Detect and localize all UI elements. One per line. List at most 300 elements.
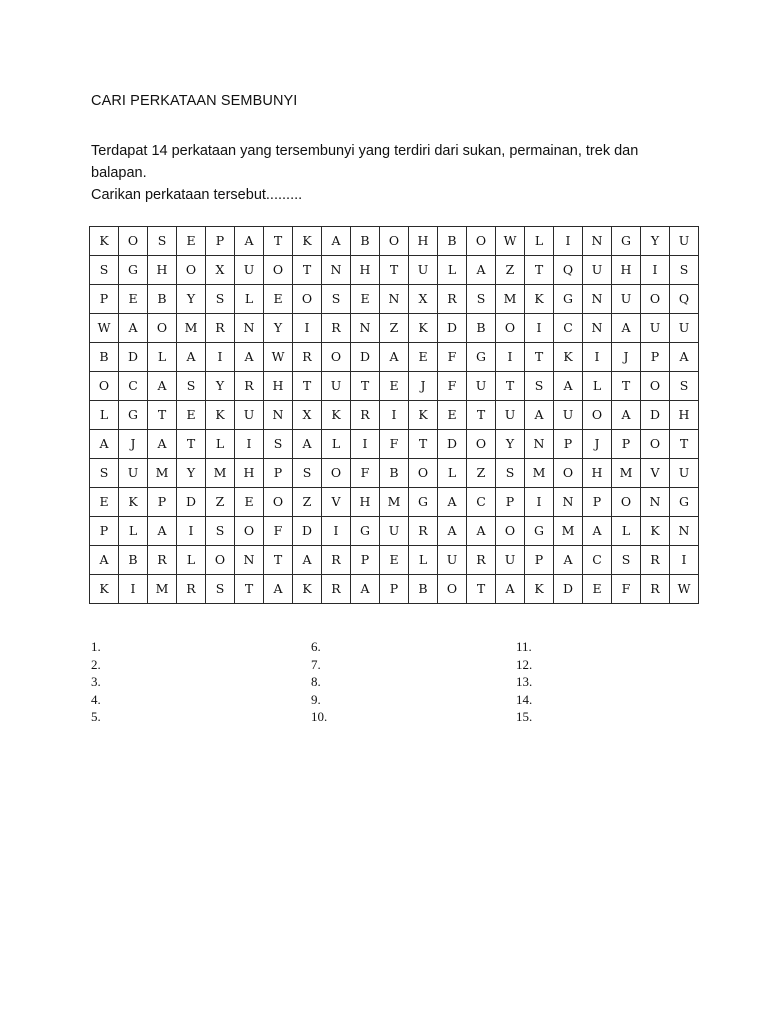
grid-cell[interactable]: G bbox=[554, 285, 583, 314]
grid-cell[interactable]: M bbox=[177, 314, 206, 343]
grid-cell[interactable]: A bbox=[90, 430, 119, 459]
answer-line-number: 6. bbox=[311, 639, 321, 654]
grid-cell[interactable]: L bbox=[235, 285, 264, 314]
grid-cell[interactable]: H bbox=[409, 227, 438, 256]
grid-cell[interactable]: N bbox=[583, 227, 612, 256]
grid-cell[interactable]: L bbox=[612, 517, 641, 546]
grid-row bbox=[90, 227, 699, 256]
grid-cell[interactable]: B bbox=[438, 227, 467, 256]
grid-cell[interactable]: N bbox=[670, 517, 699, 546]
grid-cell[interactable]: Y bbox=[264, 314, 293, 343]
grid-cell[interactable]: U bbox=[670, 314, 699, 343]
instructions-line-1: Terdapat 14 perkataan yang tersembunyi yang terdiri dari sukan, permainan, trek dan balapan. bbox=[91, 143, 639, 181]
grid-cell[interactable]: P bbox=[641, 343, 670, 372]
grid-cell[interactable]: H bbox=[583, 459, 612, 488]
grid-cell[interactable]: A bbox=[438, 517, 467, 546]
grid-cell[interactable]: D bbox=[641, 401, 670, 430]
grid-cell[interactable]: Q bbox=[670, 285, 699, 314]
grid-cell[interactable]: R bbox=[351, 401, 380, 430]
grid-cell[interactable]: S bbox=[90, 459, 119, 488]
grid-cell[interactable]: I bbox=[119, 575, 148, 604]
grid-cell[interactable]: K bbox=[525, 575, 554, 604]
grid-cell[interactable]: V bbox=[641, 459, 670, 488]
grid-cell[interactable]: N bbox=[583, 285, 612, 314]
grid-cell[interactable]: D bbox=[554, 575, 583, 604]
grid-cell[interactable]: S bbox=[90, 256, 119, 285]
grid-cell[interactable]: U bbox=[235, 256, 264, 285]
answer-line-number: 9. bbox=[311, 691, 321, 707]
grid-cell[interactable]: J bbox=[409, 372, 438, 401]
grid-row bbox=[90, 372, 699, 401]
grid-cell[interactable]: A bbox=[380, 343, 409, 372]
grid-cell[interactable]: X bbox=[293, 401, 322, 430]
grid-cell[interactable]: O bbox=[235, 517, 264, 546]
grid-cell[interactable]: P bbox=[90, 517, 119, 546]
grid-cell[interactable]: L bbox=[409, 546, 438, 575]
grid-cell[interactable]: O bbox=[583, 401, 612, 430]
grid-cell[interactable]: S bbox=[467, 285, 496, 314]
grid-cell[interactable]: D bbox=[351, 343, 380, 372]
grid-cell[interactable]: J bbox=[612, 343, 641, 372]
grid-cell[interactable]: R bbox=[235, 372, 264, 401]
grid-row bbox=[90, 343, 699, 372]
grid-cell[interactable]: P bbox=[554, 430, 583, 459]
answer-line-number: 4. bbox=[91, 691, 101, 707]
grid-cell[interactable]: H bbox=[351, 488, 380, 517]
grid-cell[interactable]: Z bbox=[380, 314, 409, 343]
grid-cell[interactable]: E bbox=[409, 343, 438, 372]
grid-cell[interactable]: I bbox=[554, 227, 583, 256]
grid-cell[interactable]: I bbox=[583, 343, 612, 372]
grid-cell[interactable]: U bbox=[583, 256, 612, 285]
grid-cell[interactable]: E bbox=[264, 285, 293, 314]
grid-cell[interactable]: O bbox=[322, 459, 351, 488]
grid-cell[interactable]: A bbox=[554, 372, 583, 401]
grid-cell[interactable]: R bbox=[409, 517, 438, 546]
grid-cell[interactable]: U bbox=[670, 227, 699, 256]
grid-cell[interactable]: H bbox=[235, 459, 264, 488]
grid-cell[interactable]: S bbox=[496, 459, 525, 488]
grid-cell[interactable]: Y bbox=[177, 285, 206, 314]
grid-cell[interactable]: L bbox=[438, 459, 467, 488]
grid-cell[interactable]: U bbox=[322, 372, 351, 401]
grid-cell[interactable]: T bbox=[467, 401, 496, 430]
grid-cell[interactable]: Y bbox=[641, 227, 670, 256]
grid-cell[interactable]: P bbox=[380, 575, 409, 604]
grid-cell[interactable]: R bbox=[438, 285, 467, 314]
grid-cell[interactable]: K bbox=[322, 401, 351, 430]
grid-cell[interactable]: A bbox=[583, 517, 612, 546]
grid-cell[interactable]: A bbox=[467, 256, 496, 285]
grid-cell[interactable]: M bbox=[612, 459, 641, 488]
grid-cell[interactable]: Y bbox=[177, 459, 206, 488]
grid-cell[interactable]: I bbox=[322, 517, 351, 546]
grid-cell[interactable]: R bbox=[206, 314, 235, 343]
grid-row bbox=[90, 314, 699, 343]
grid-cell[interactable]: F bbox=[264, 517, 293, 546]
grid-cell[interactable]: U bbox=[641, 314, 670, 343]
grid-cell[interactable]: I bbox=[641, 256, 670, 285]
grid-row bbox=[90, 459, 699, 488]
grid-cell[interactable]: E bbox=[177, 401, 206, 430]
grid-cell[interactable]: A bbox=[322, 227, 351, 256]
grid-cell[interactable]: T bbox=[670, 430, 699, 459]
grid-cell[interactable]: X bbox=[409, 285, 438, 314]
instructions-line-2: Carikan perkataan tersebut......... bbox=[91, 187, 303, 203]
grid-cell[interactable]: S bbox=[612, 546, 641, 575]
grid-cell[interactable]: O bbox=[264, 488, 293, 517]
answer-column-1 bbox=[91, 638, 101, 726]
grid-cell[interactable]: A bbox=[467, 517, 496, 546]
grid-cell[interactable]: P bbox=[90, 285, 119, 314]
grid-cell[interactable]: N bbox=[583, 314, 612, 343]
grid-cell[interactable]: E bbox=[90, 488, 119, 517]
grid-cell[interactable]: U bbox=[670, 459, 699, 488]
grid-cell[interactable]: N bbox=[554, 488, 583, 517]
grid-cell[interactable]: S bbox=[293, 459, 322, 488]
grid-cell[interactable]: S bbox=[670, 372, 699, 401]
grid-cell[interactable]: M bbox=[496, 285, 525, 314]
grid-cell[interactable]: S bbox=[177, 372, 206, 401]
grid-cell[interactable]: M bbox=[525, 459, 554, 488]
grid-cell[interactable]: T bbox=[380, 256, 409, 285]
grid-cell[interactable]: U bbox=[438, 546, 467, 575]
grid-cell[interactable]: T bbox=[496, 372, 525, 401]
grid-cell[interactable]: U bbox=[612, 285, 641, 314]
grid-cell[interactable]: H bbox=[148, 256, 177, 285]
grid-cell[interactable]: O bbox=[264, 256, 293, 285]
grid-cell[interactable]: I bbox=[525, 488, 554, 517]
grid-cell[interactable]: M bbox=[380, 488, 409, 517]
grid-cell[interactable]: O bbox=[90, 372, 119, 401]
grid-cell[interactable]: B bbox=[351, 227, 380, 256]
grid-cell[interactable]: I bbox=[380, 401, 409, 430]
grid-cell[interactable]: S bbox=[670, 256, 699, 285]
grid-cell[interactable]: U bbox=[235, 401, 264, 430]
grid-cell[interactable]: P bbox=[351, 546, 380, 575]
grid-cell[interactable]: A bbox=[293, 430, 322, 459]
grid-cell[interactable]: I bbox=[235, 430, 264, 459]
answer-line-number: 2. bbox=[91, 656, 101, 672]
grid-cell[interactable]: T bbox=[409, 430, 438, 459]
grid-cell[interactable]: N bbox=[264, 401, 293, 430]
grid-row bbox=[90, 285, 699, 314]
grid-cell[interactable]: A bbox=[525, 401, 554, 430]
grid-cell[interactable]: O bbox=[293, 285, 322, 314]
grid-cell[interactable]: S bbox=[322, 285, 351, 314]
grid-cell[interactable]: D bbox=[293, 517, 322, 546]
grid-cell[interactable]: P bbox=[496, 488, 525, 517]
grid-cell[interactable]: L bbox=[148, 343, 177, 372]
answer-line-number: 3. bbox=[91, 674, 101, 690]
grid-cell[interactable]: A bbox=[496, 575, 525, 604]
grid-cell[interactable]: B bbox=[409, 575, 438, 604]
grid-cell[interactable]: Z bbox=[467, 459, 496, 488]
grid-cell[interactable]: T bbox=[177, 430, 206, 459]
grid-cell[interactable]: T bbox=[264, 546, 293, 575]
grid-cell[interactable]: L bbox=[583, 372, 612, 401]
grid-cell[interactable]: O bbox=[148, 314, 177, 343]
grid-cell[interactable]: K bbox=[90, 227, 119, 256]
grid-cell[interactable]: U bbox=[467, 372, 496, 401]
grid-cell[interactable]: L bbox=[119, 517, 148, 546]
grid-cell[interactable]: A bbox=[148, 430, 177, 459]
grid-cell[interactable]: S bbox=[148, 227, 177, 256]
grid-cell[interactable]: A bbox=[612, 401, 641, 430]
grid-cell[interactable]: K bbox=[119, 488, 148, 517]
grid-cell[interactable]: I bbox=[293, 314, 322, 343]
grid-cell[interactable]: I bbox=[670, 546, 699, 575]
grid-cell[interactable]: W bbox=[496, 227, 525, 256]
grid-cell[interactable]: R bbox=[148, 546, 177, 575]
grid-cell[interactable]: G bbox=[351, 517, 380, 546]
grid-cell[interactable]: G bbox=[119, 256, 148, 285]
grid-cell[interactable]: T bbox=[293, 372, 322, 401]
answer-line-number: 7. bbox=[311, 656, 321, 672]
grid-cell[interactable]: E bbox=[177, 227, 206, 256]
grid-cell[interactable]: L bbox=[90, 401, 119, 430]
grid-cell[interactable]: Z bbox=[496, 256, 525, 285]
grid-cell[interactable]: A bbox=[90, 546, 119, 575]
grid-cell[interactable]: T bbox=[612, 372, 641, 401]
grid-cell[interactable]: N bbox=[235, 314, 264, 343]
grid-cell[interactable]: K bbox=[641, 517, 670, 546]
grid-cell[interactable]: E bbox=[119, 285, 148, 314]
grid-cell[interactable]: L bbox=[438, 256, 467, 285]
grid-cell[interactable]: P bbox=[148, 488, 177, 517]
grid-cell[interactable]: R bbox=[641, 575, 670, 604]
grid-cell[interactable]: O bbox=[119, 227, 148, 256]
grid-cell[interactable]: C bbox=[554, 314, 583, 343]
answer-line-number: 5. bbox=[91, 709, 101, 725]
grid-cell[interactable]: K bbox=[293, 227, 322, 256]
grid-cell[interactable]: A bbox=[670, 343, 699, 372]
grid-cell[interactable]: E bbox=[583, 575, 612, 604]
grid-cell[interactable]: B bbox=[380, 459, 409, 488]
grid-cell[interactable]: Z bbox=[293, 488, 322, 517]
grid-cell[interactable]: P bbox=[525, 546, 554, 575]
grid-row bbox=[90, 488, 699, 517]
grid-cell[interactable]: M bbox=[206, 459, 235, 488]
grid-cell[interactable]: A bbox=[438, 488, 467, 517]
grid-cell[interactable]: S bbox=[525, 372, 554, 401]
grid-cell[interactable]: T bbox=[148, 401, 177, 430]
grid-cell[interactable]: M bbox=[148, 575, 177, 604]
grid-cell[interactable]: K bbox=[525, 285, 554, 314]
grid-cell[interactable]: G bbox=[467, 343, 496, 372]
grid-cell[interactable]: A bbox=[235, 227, 264, 256]
grid-cell[interactable]: O bbox=[177, 256, 206, 285]
grid-cell[interactable]: T bbox=[525, 256, 554, 285]
grid-cell[interactable]: E bbox=[235, 488, 264, 517]
grid-cell[interactable]: G bbox=[119, 401, 148, 430]
grid-cell[interactable]: H bbox=[351, 256, 380, 285]
grid-cell[interactable]: R bbox=[467, 546, 496, 575]
grid-cell[interactable]: G bbox=[670, 488, 699, 517]
grid-cell[interactable]: A bbox=[612, 314, 641, 343]
grid-cell[interactable]: B bbox=[119, 546, 148, 575]
grid-cell[interactable]: G bbox=[409, 488, 438, 517]
grid-cell[interactable]: S bbox=[264, 430, 293, 459]
grid-cell[interactable]: K bbox=[206, 401, 235, 430]
grid-cell[interactable]: U bbox=[380, 517, 409, 546]
grid-cell[interactable]: N bbox=[351, 314, 380, 343]
grid-cell[interactable]: H bbox=[264, 372, 293, 401]
grid-cell[interactable]: P bbox=[206, 227, 235, 256]
grid-cell[interactable]: R bbox=[641, 546, 670, 575]
grid-cell[interactable]: Y bbox=[496, 430, 525, 459]
grid-cell[interactable]: O bbox=[409, 459, 438, 488]
grid-cell[interactable]: A bbox=[554, 546, 583, 575]
grid-cell[interactable]: E bbox=[438, 401, 467, 430]
grid-cell[interactable]: O bbox=[554, 459, 583, 488]
grid-cell[interactable]: R bbox=[293, 343, 322, 372]
grid-cell[interactable]: B bbox=[90, 343, 119, 372]
grid-cell[interactable]: I bbox=[525, 314, 554, 343]
grid-cell[interactable]: M bbox=[148, 459, 177, 488]
grid-cell[interactable]: J bbox=[119, 430, 148, 459]
grid-cell[interactable]: T bbox=[293, 256, 322, 285]
grid-row bbox=[90, 430, 699, 459]
answer-line-number: 1. bbox=[91, 639, 101, 654]
grid-cell[interactable]: F bbox=[351, 459, 380, 488]
grid-cell[interactable]: E bbox=[351, 285, 380, 314]
grid-cell[interactable]: R bbox=[322, 546, 351, 575]
answer-line-number: 12. bbox=[516, 656, 533, 672]
grid-cell[interactable]: G bbox=[525, 517, 554, 546]
grid-cell[interactable]: D bbox=[438, 314, 467, 343]
grid-cell[interactable]: U bbox=[119, 459, 148, 488]
grid-cell[interactable]: K bbox=[554, 343, 583, 372]
grid-cell[interactable]: N bbox=[235, 546, 264, 575]
grid-cell[interactable]: B bbox=[148, 285, 177, 314]
grid-cell[interactable]: I bbox=[177, 517, 206, 546]
grid-cell[interactable]: F bbox=[380, 430, 409, 459]
page-title: CARI PERKATAAN SEMBUNYI bbox=[91, 93, 298, 109]
grid-cell[interactable]: I bbox=[351, 430, 380, 459]
grid-cell[interactable]: A bbox=[148, 517, 177, 546]
answer-line-number: 13. bbox=[516, 674, 533, 690]
grid-cell[interactable]: M bbox=[554, 517, 583, 546]
grid-cell[interactable]: F bbox=[438, 372, 467, 401]
answer-line-number: 14. bbox=[516, 691, 533, 707]
grid-cell[interactable]: A bbox=[264, 575, 293, 604]
grid-cell[interactable]: A bbox=[148, 372, 177, 401]
grid-cell[interactable]: P bbox=[264, 459, 293, 488]
grid-cell[interactable]: W bbox=[670, 575, 699, 604]
grid-cell[interactable]: T bbox=[351, 372, 380, 401]
grid-cell[interactable]: O bbox=[496, 517, 525, 546]
grid-cell[interactable]: B bbox=[467, 314, 496, 343]
grid-cell[interactable]: S bbox=[206, 285, 235, 314]
grid-cell[interactable]: H bbox=[612, 256, 641, 285]
grid-cell[interactable]: D bbox=[119, 343, 148, 372]
grid-cell[interactable]: J bbox=[583, 430, 612, 459]
grid-cell[interactable]: E bbox=[380, 372, 409, 401]
grid-cell[interactable]: L bbox=[322, 430, 351, 459]
grid-cell[interactable]: P bbox=[583, 488, 612, 517]
grid-cell[interactable]: K bbox=[90, 575, 119, 604]
grid-cell[interactable]: F bbox=[438, 343, 467, 372]
grid-cell[interactable]: N bbox=[322, 256, 351, 285]
answer-column-3 bbox=[516, 638, 532, 726]
grid-cell[interactable]: O bbox=[467, 227, 496, 256]
grid-cell[interactable]: W bbox=[90, 314, 119, 343]
grid-cell[interactable]: O bbox=[641, 285, 670, 314]
grid-cell[interactable]: A bbox=[235, 343, 264, 372]
grid-cell[interactable]: F bbox=[612, 575, 641, 604]
grid-cell[interactable]: T bbox=[525, 343, 554, 372]
answer-line-number: 10. bbox=[311, 709, 328, 725]
grid-cell[interactable]: E bbox=[380, 546, 409, 575]
grid-cell[interactable]: S bbox=[206, 575, 235, 604]
grid-cell[interactable]: C bbox=[119, 372, 148, 401]
grid-cell[interactable]: G bbox=[612, 227, 641, 256]
grid-cell[interactable]: O bbox=[438, 575, 467, 604]
grid-cell[interactable]: A bbox=[177, 343, 206, 372]
grid-cell[interactable]: R bbox=[322, 314, 351, 343]
grid-cell[interactable]: P bbox=[612, 430, 641, 459]
grid-cell[interactable]: U bbox=[496, 401, 525, 430]
grid-cell[interactable]: R bbox=[322, 575, 351, 604]
grid-cell[interactable]: L bbox=[206, 430, 235, 459]
grid-cell[interactable]: Y bbox=[206, 372, 235, 401]
grid-cell[interactable]: W bbox=[264, 343, 293, 372]
grid-cell[interactable]: L bbox=[525, 227, 554, 256]
grid-cell[interactable]: C bbox=[467, 488, 496, 517]
grid-cell[interactable]: N bbox=[380, 285, 409, 314]
grid-cell[interactable]: T bbox=[467, 575, 496, 604]
grid-cell[interactable]: K bbox=[293, 575, 322, 604]
grid-cell[interactable]: Z bbox=[206, 488, 235, 517]
grid-cell[interactable]: O bbox=[641, 372, 670, 401]
answer-line-number: 11. bbox=[516, 639, 532, 654]
grid-cell[interactable]: O bbox=[496, 314, 525, 343]
grid-cell[interactable]: R bbox=[177, 575, 206, 604]
grid-cell[interactable]: O bbox=[206, 546, 235, 575]
grid-cell[interactable]: S bbox=[206, 517, 235, 546]
grid-cell[interactable]: A bbox=[119, 314, 148, 343]
grid-cell[interactable]: H bbox=[670, 401, 699, 430]
grid-cell[interactable]: O bbox=[612, 488, 641, 517]
grid-cell[interactable]: T bbox=[235, 575, 264, 604]
grid-cell[interactable]: U bbox=[409, 256, 438, 285]
grid-cell[interactable]: U bbox=[554, 401, 583, 430]
grid-cell[interactable]: I bbox=[206, 343, 235, 372]
grid-cell[interactable]: T bbox=[264, 227, 293, 256]
grid-cell[interactable]: Q bbox=[554, 256, 583, 285]
grid-cell[interactable]: O bbox=[322, 343, 351, 372]
grid-cell[interactable]: D bbox=[177, 488, 206, 517]
grid-cell[interactable]: L bbox=[177, 546, 206, 575]
grid-cell[interactable]: A bbox=[293, 546, 322, 575]
grid-row bbox=[90, 256, 699, 285]
grid-cell[interactable]: N bbox=[641, 488, 670, 517]
grid-cell[interactable]: O bbox=[467, 430, 496, 459]
grid-cell[interactable]: I bbox=[496, 343, 525, 372]
grid-cell[interactable]: C bbox=[583, 546, 612, 575]
grid-cell[interactable]: D bbox=[438, 430, 467, 459]
grid-cell[interactable]: A bbox=[351, 575, 380, 604]
grid-cell[interactable]: K bbox=[409, 314, 438, 343]
grid-cell[interactable]: O bbox=[641, 430, 670, 459]
grid-cell[interactable]: K bbox=[409, 401, 438, 430]
grid-cell[interactable]: O bbox=[380, 227, 409, 256]
grid-cell[interactable]: N bbox=[525, 430, 554, 459]
grid-cell[interactable]: U bbox=[496, 546, 525, 575]
grid-cell[interactable]: V bbox=[322, 488, 351, 517]
grid-cell[interactable]: X bbox=[206, 256, 235, 285]
